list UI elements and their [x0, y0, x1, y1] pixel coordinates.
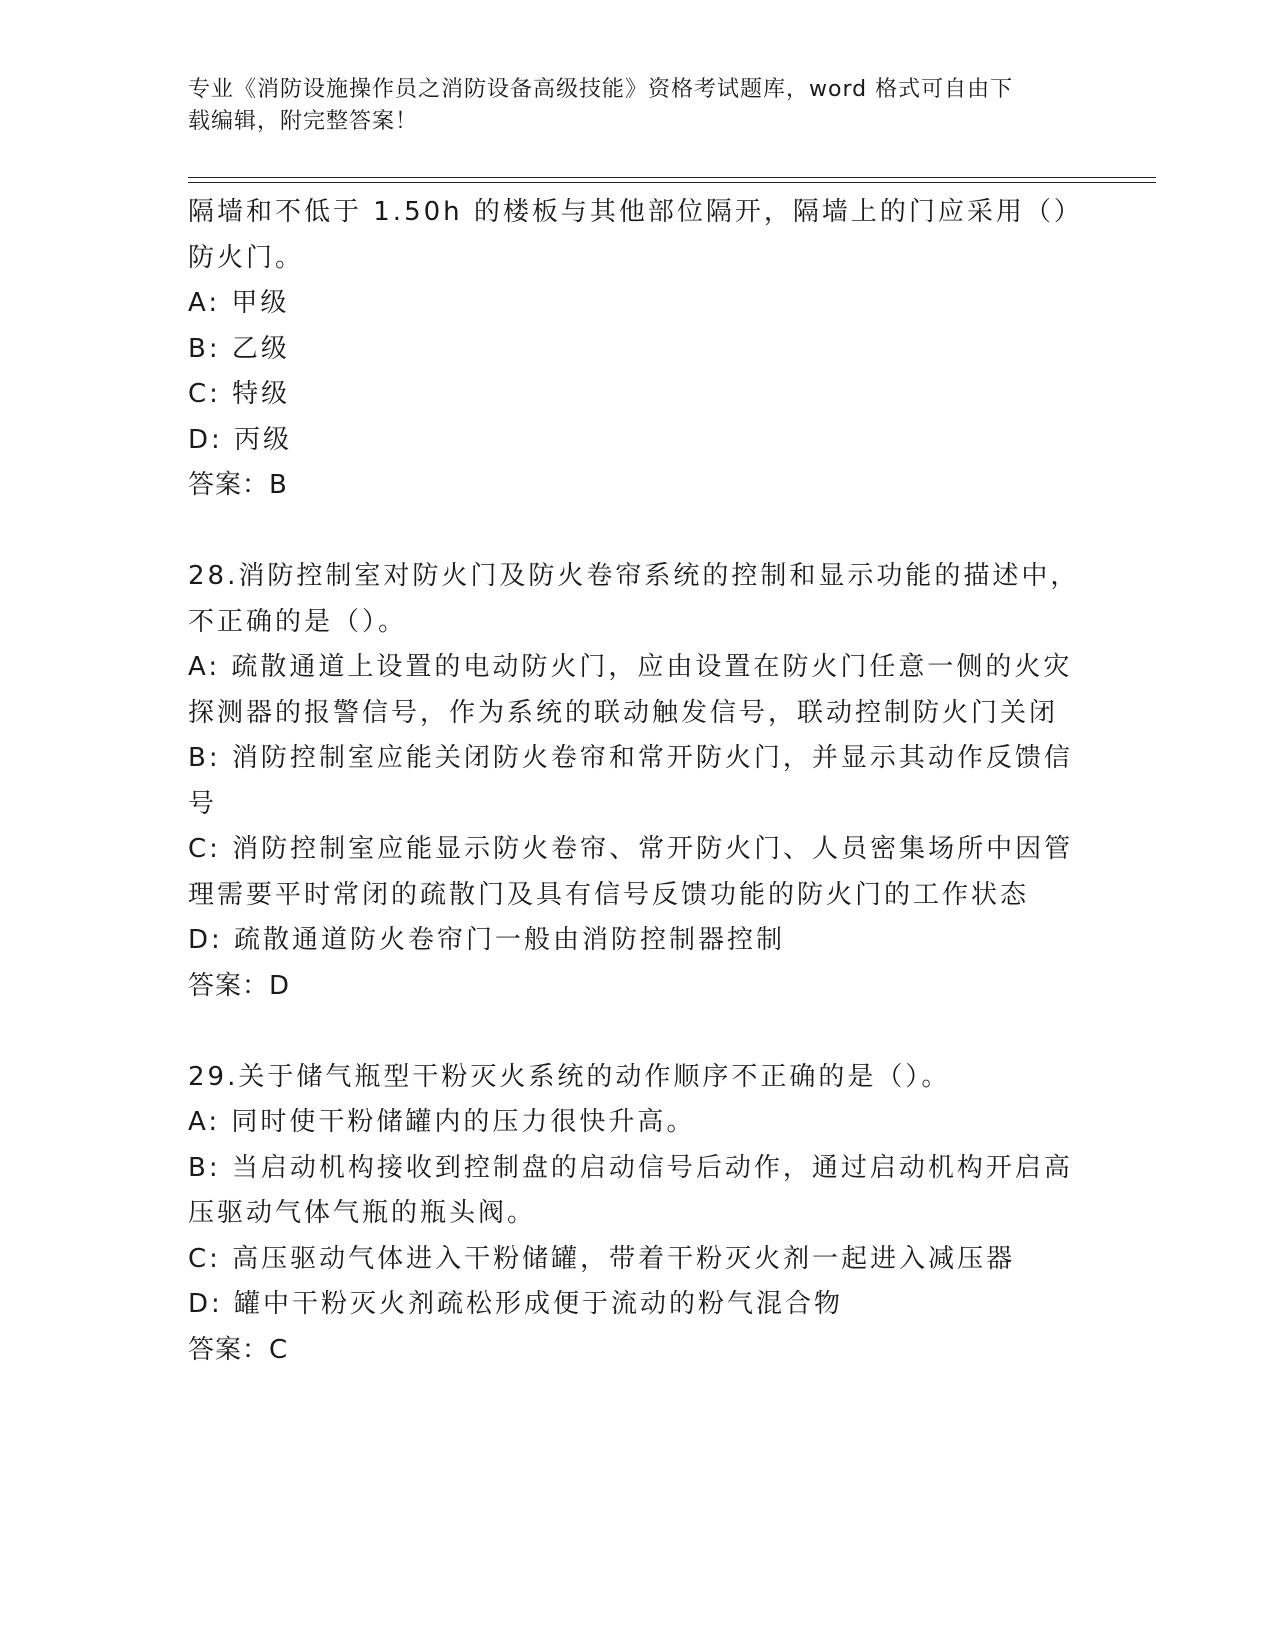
option-a: A: 疏散通道上设置的电动防火门，应由设置在防火门任意一侧的火灾 — [188, 652, 1073, 682]
option-b: B: 当启动机构接收到控制盘的启动信号后动作，通过启动机构开启高 — [188, 1152, 1073, 1183]
answer: 答案：D — [188, 970, 291, 1001]
option-c: C: 消防控制室应能显示防火卷帘、常开防火门、人员密集场所中因管 — [188, 834, 1074, 864]
option-d: D: 疏散通道防火卷帘门一般由消防控制器控制 — [188, 925, 786, 955]
document-header — [188, 74, 1068, 138]
question-list — [188, 190, 1088, 1373]
answer: 答案：B — [188, 470, 288, 500]
option-a-continued: 探测器的报警信号，作为系统的联动触发信号，联动控制防火门关闭 — [188, 697, 1059, 728]
option-d: D: 丙级 — [188, 424, 293, 455]
option-d: D: 罐中干粉灭火剂疏松形成便于流动的粉气混合物 — [188, 1289, 844, 1319]
question-stem-line: 防火门。 — [188, 242, 305, 273]
option-a: A: 甲级 — [188, 288, 290, 318]
question-stem-line: 不正确的是（）。 — [188, 606, 408, 637]
header-line-2: 载编辑，附完整答案！ — [188, 109, 419, 134]
option-b-continued: 压驱动气体气瓶的瓶头阀。 — [188, 1198, 537, 1228]
option-b: B: 消防控制室应能关闭防火卷帘和常开防火门，并显示其动作反馈信 — [188, 743, 1073, 773]
option-c-continued: 理需要平时常闭的疏散门及具有信号反馈功能的防火门的工作状态 — [188, 879, 1030, 910]
question-27 — [188, 190, 1088, 509]
spacer — [188, 1009, 1088, 1055]
question-stem-line: 隔墙和不低于 1.50h 的楼板与其他部位隔开，隔墙上的门应采用（） — [188, 197, 1083, 227]
question-stem-line: 29.关于储气瓶型干粉灭火系统的动作顺序不正确的是（）。 — [188, 1061, 951, 1092]
header-divider-bottom — [188, 182, 1156, 183]
spacer — [188, 509, 1088, 555]
answer: 答案：C — [188, 1334, 289, 1365]
question-stem-line: 28.消防控制室对防火门及防火卷帘系统的控制和显示功能的描述中， — [188, 561, 1080, 591]
option-b-continued: 号 — [188, 788, 218, 819]
option-c: C: 特级 — [188, 379, 291, 409]
header-line-1: 专业《消防设施操作员之消防设备高级技能》资格考试题库，word 格式可自由下 — [188, 77, 1014, 102]
option-c: C: 高压驱动气体进入干粉储罐，带着干粉灭火剂一起进入减压器 — [188, 1243, 1016, 1274]
question-28 — [188, 554, 1088, 1009]
header-divider-top — [188, 177, 1156, 178]
option-b: B: 乙级 — [188, 333, 290, 364]
question-29 — [188, 1055, 1088, 1374]
option-a: A: 同时使干粉储罐内的压力很快升高。 — [188, 1107, 696, 1137]
